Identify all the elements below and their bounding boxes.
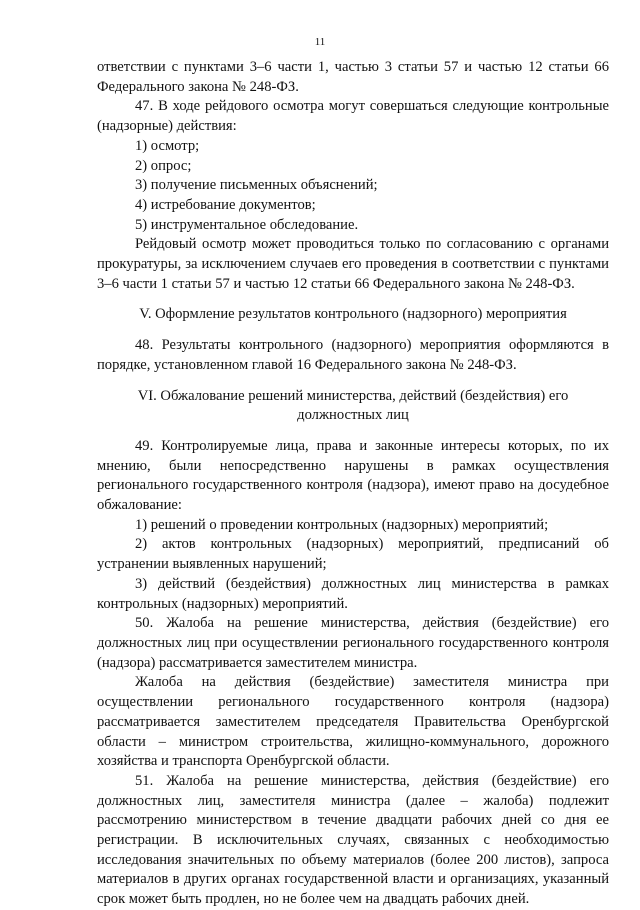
section-heading: VI. Обжалование решений министерства, действий (бездействия) его должностных лиц xyxy=(137,387,569,424)
paragraph: 1) решений о проведении контрольных (надзорных) мероприятий; xyxy=(135,516,549,533)
paragraph: 47. В ходе рейдового осмотра могут совершаться следующие контрольные (надзорные) действия: xyxy=(97,98,609,135)
paragraph: ответствии с пунктами 3–6 части 1, частью 3 статьи 57 и частью 12 статьи 66 Федерального закона № 248-ФЗ. xyxy=(97,59,609,95)
paragraph: Рейдовый осмотр может проводиться только по согласованию с органами прокуратуры, за исключением случаев его проведения в соответствии с пунктами 3–6 части 1 статьи 57 и частью 12 статьи 66 Федерального закона № 248-ФЗ. xyxy=(97,236,609,292)
section-spacer xyxy=(97,426,609,437)
paragraph: 48. Результаты контрольного (надзорного) мероприятия оформляются в порядке, установленном главой 16 Федерального закона № 248-ФЗ. xyxy=(97,337,609,373)
section-heading: V. Оформление результатов контрольного (надзорного) мероприятия xyxy=(139,306,567,323)
section-spacer xyxy=(97,325,609,336)
paragraph: 3) действий (бездействия) должностных лиц министерства в рамках контрольных (надзорных) мероприятий. xyxy=(97,575,609,612)
paragraph: 49. Контролируемые лица, права и законные интересы которых, по их мнению, были непосредственно нарушены в рамках осуществления регионального государственного контроля (надзора), имеют право на досудебное обжалование: xyxy=(97,437,609,514)
paragraph: 2) актов контрольных (надзорных) мероприятий, предписаний об устранении выявленных нарушений; xyxy=(97,536,609,573)
paragraph: 50. Жалоба на решение министерства, действия (бездействие) его должностных лиц при осуществлении регионального государственного контроля (надзора) рассматривается заместителем министра. xyxy=(97,615,609,671)
list-item: 4) истребование документов; xyxy=(135,196,316,213)
list-item: 3) получение письменных объяснений; xyxy=(135,177,378,194)
section-spacer xyxy=(97,376,609,387)
page-number: 11 xyxy=(314,36,326,48)
document-body xyxy=(97,58,609,910)
list-item: 5) инструментальное обследование. xyxy=(135,216,359,233)
section-spacer xyxy=(97,294,609,305)
list-item: 2) опрос; xyxy=(135,157,192,174)
list-item: 1) осмотр; xyxy=(135,137,200,154)
paragraph: 51. Жалоба на решение министерства, действия (бездействие) его должностных лиц, заместителя министра (далее – жалоба) подлежит рассмотрению министерством в течение двадцати рабочих дней со дня ее регистрации. В исключительных случаях, связанных с необходимостью исследования значительных по объему материалов (более 200 листов), запроса материалов в других органах государственной власти и организациях, указанный срок может быть продлен, но не более чем на двадцать рабочих дней. xyxy=(97,772,609,908)
paragraph: Жалоба на действия (бездействие) заместителя министра при осуществлении регионального государственного контроля (надзора) рассматривается заместителем председателя Правительства Оренбургской области – министром строительства, жилищно-коммунального, дорожного хозяйства и транспорта Оренбургской области. xyxy=(97,674,609,770)
